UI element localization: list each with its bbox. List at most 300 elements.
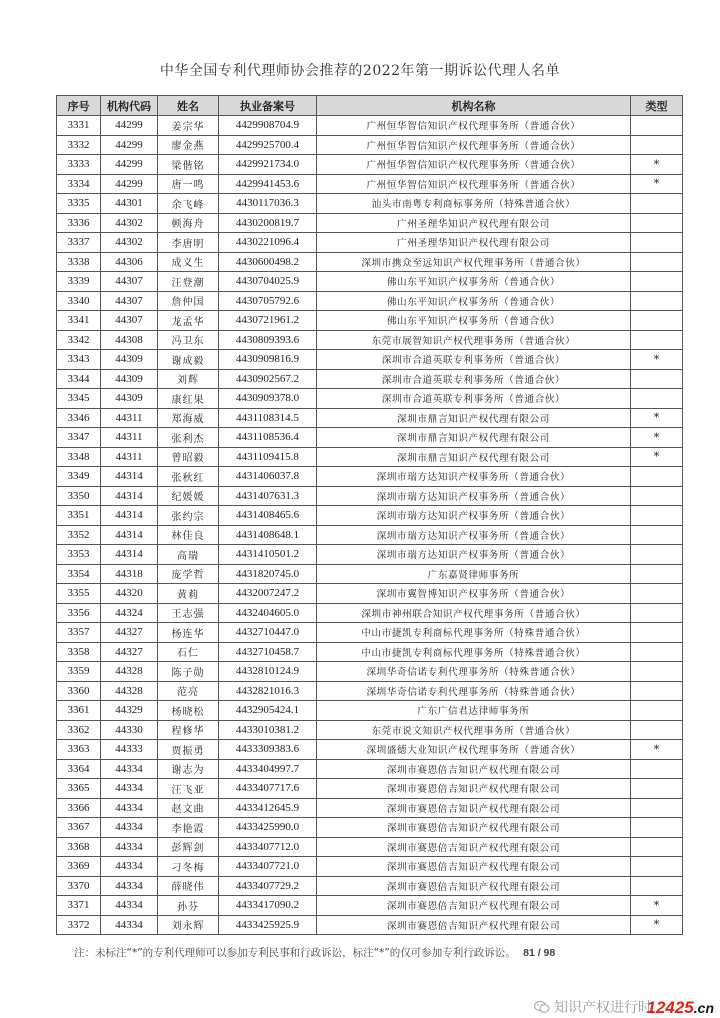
cell-type xyxy=(631,798,683,818)
cell-org-code: 44314 xyxy=(101,467,158,487)
cell-org-code: 44333 xyxy=(101,740,158,760)
cell-license-no: 4433412645.9 xyxy=(219,798,317,818)
cell-name: 刘永辉 xyxy=(158,915,219,935)
table-row xyxy=(57,545,683,565)
cell-org-code: 44328 xyxy=(101,662,158,682)
table-row xyxy=(57,369,683,389)
cell-license-no: 4429908704.9 xyxy=(219,116,317,136)
table-row xyxy=(57,350,683,370)
cell-org-code: 44314 xyxy=(101,486,158,506)
cell-seq: 3350 xyxy=(57,486,101,506)
cell-org-name: 深圳市赛恩倍吉知识产权代理有限公司 xyxy=(317,857,631,877)
cell-org-code: 44334 xyxy=(101,857,158,877)
table-row xyxy=(57,876,683,896)
cell-seq: 3339 xyxy=(57,272,101,292)
cell-name: 杨连华 xyxy=(158,623,219,643)
cell-seq: 3355 xyxy=(57,584,101,604)
cell-org-name: 中山市捷凯专利商标代理事务所（特殊普通合伙） xyxy=(317,642,631,662)
cell-type xyxy=(631,584,683,604)
cell-name: 谢成毅 xyxy=(158,350,219,370)
cell-name: 庞学哲 xyxy=(158,564,219,584)
cell-seq: 3371 xyxy=(57,896,101,916)
cell-org-name: 佛山东平知识产权事务所（普通合伙） xyxy=(317,272,631,292)
table-row xyxy=(57,779,683,799)
cell-license-no: 4433425925.9 xyxy=(219,915,317,935)
cell-org-name: 广州恒华智信知识产权代理事务所（普通合伙） xyxy=(317,155,631,175)
table-row xyxy=(57,213,683,233)
table-row xyxy=(57,603,683,623)
cell-name: 高瑞 xyxy=(158,545,219,565)
cell-name: 孙芬 xyxy=(158,896,219,916)
cell-name: 余飞峰 xyxy=(158,194,219,214)
cell-license-no: 4433407717.6 xyxy=(219,779,317,799)
cell-license-no: 4431109415.8 xyxy=(219,447,317,467)
cell-type xyxy=(631,213,683,233)
cell-license-no: 4433407712.0 xyxy=(219,837,317,857)
table-row xyxy=(57,428,683,448)
cell-org-code: 44299 xyxy=(101,116,158,136)
cell-org-code: 44309 xyxy=(101,350,158,370)
cell-seq: 3356 xyxy=(57,603,101,623)
cell-type xyxy=(631,194,683,214)
cell-type xyxy=(631,837,683,857)
cell-license-no: 4432007247.2 xyxy=(219,584,317,604)
cell-org-code: 44314 xyxy=(101,506,158,526)
cell-org-code: 44307 xyxy=(101,272,158,292)
cell-seq: 3345 xyxy=(57,389,101,409)
table-row xyxy=(57,272,683,292)
cell-org-code: 44334 xyxy=(101,915,158,935)
cell-name: 詹仲国 xyxy=(158,291,219,311)
cell-seq: 3359 xyxy=(57,662,101,682)
cell-type xyxy=(631,759,683,779)
cell-license-no: 4430809393.6 xyxy=(219,330,317,350)
cell-name: 李艳霞 xyxy=(158,818,219,838)
cell-org-name: 东莞市说文知识产权代理事务所（普通合伙） xyxy=(317,720,631,740)
cell-org-code: 44306 xyxy=(101,252,158,272)
cell-org-code: 44334 xyxy=(101,818,158,838)
table-row xyxy=(57,525,683,545)
cell-license-no: 4429941453.6 xyxy=(219,174,317,194)
cell-org-name: 广州恒华智信知识产权代理事务所（普通合伙） xyxy=(317,116,631,136)
table-row xyxy=(57,174,683,194)
cell-org-name: 深圳市赛恩倍吉知识产权代理有限公司 xyxy=(317,798,631,818)
cell-org-code: 44307 xyxy=(101,311,158,331)
cell-org-name: 中山市捷凯专利商标代理事务所（特殊普通合伙） xyxy=(317,623,631,643)
table-row xyxy=(57,642,683,662)
cell-org-name: 东莞市展智知识产权代理事务所（普通合伙） xyxy=(317,330,631,350)
table-row xyxy=(57,155,683,175)
cell-type xyxy=(631,623,683,643)
cell-type xyxy=(631,233,683,253)
cell-license-no: 4432710447.0 xyxy=(219,623,317,643)
cell-org-code: 44334 xyxy=(101,779,158,799)
cell-org-name: 深圳市鼎言知识产权代理有限公司 xyxy=(317,428,631,448)
cell-org-name: 深圳市瑞方达知识产权事务所（普通合伙） xyxy=(317,486,631,506)
cell-name: 贾振勇 xyxy=(158,740,219,760)
cell-org-name: 深圳市合道英联专利事务所（普通合伙） xyxy=(317,389,631,409)
table-row xyxy=(57,740,683,760)
cell-license-no: 4431410501.2 xyxy=(219,545,317,565)
cell-org-code: 44311 xyxy=(101,447,158,467)
cell-type xyxy=(631,720,683,740)
cell-seq: 3362 xyxy=(57,720,101,740)
cell-seq: 3342 xyxy=(57,330,101,350)
cell-org-code: 44311 xyxy=(101,428,158,448)
cell-org-name: 深圳市瑞方达知识产权事务所（普通合伙） xyxy=(317,545,631,565)
cell-license-no: 4430721961.2 xyxy=(219,311,317,331)
cell-type xyxy=(631,779,683,799)
cell-org-name: 广州恒华智信知识产权代理事务所（普通合伙） xyxy=(317,135,631,155)
cell-org-name: 深圳盛德大业知识产权代理事务所（普通合伙） xyxy=(317,740,631,760)
cell-type xyxy=(631,564,683,584)
cell-org-name: 深圳市合道英联专利事务所（普通合伙） xyxy=(317,350,631,370)
cell-seq: 3357 xyxy=(57,623,101,643)
header-org-name: 机构名称 xyxy=(317,96,631,116)
table-row xyxy=(57,330,683,350)
footnote xyxy=(74,945,674,960)
page-title: 中华全国专利代理师协会推荐的2022年第一期诉讼代理人名单 xyxy=(159,63,561,79)
cell-org-code: 44309 xyxy=(101,369,158,389)
cell-org-code: 44314 xyxy=(101,545,158,565)
cell-license-no: 4432821016.3 xyxy=(219,681,317,701)
cell-name: 康红果 xyxy=(158,389,219,409)
cell-name: 石仁 xyxy=(158,642,219,662)
cell-type xyxy=(631,818,683,838)
watermark-account xyxy=(534,998,652,1016)
cell-license-no: 4433407721.0 xyxy=(219,857,317,877)
table-row xyxy=(57,486,683,506)
cell-org-name: 深圳市赛恩倍吉知识产权代理有限公司 xyxy=(317,818,631,838)
cell-seq: 3364 xyxy=(57,759,101,779)
cell-org-code: 44334 xyxy=(101,876,158,896)
cell-type: * xyxy=(631,174,683,194)
table-row xyxy=(57,506,683,526)
cell-seq: 3349 xyxy=(57,467,101,487)
cell-name: 李唐明 xyxy=(158,233,219,253)
cell-org-name: 深圳市赛恩倍吉知识产权代理有限公司 xyxy=(317,779,631,799)
cell-org-code: 44308 xyxy=(101,330,158,350)
cell-type xyxy=(631,291,683,311)
cell-license-no: 4431406037.8 xyxy=(219,467,317,487)
cell-org-name: 深圳市赛恩倍吉知识产权代理有限公司 xyxy=(317,915,631,935)
cell-org-name: 广东广信君达律师事务所 xyxy=(317,701,631,721)
header-type: 类型 xyxy=(631,96,683,116)
cell-name: 范亮 xyxy=(158,681,219,701)
cell-seq: 3338 xyxy=(57,252,101,272)
cell-name: 杨晓松 xyxy=(158,701,219,721)
table-row xyxy=(57,116,683,136)
cell-org-code: 44299 xyxy=(101,155,158,175)
cell-license-no: 4431108536.4 xyxy=(219,428,317,448)
cell-org-code: 44330 xyxy=(101,720,158,740)
cell-type: * xyxy=(631,428,683,448)
cell-org-code: 44301 xyxy=(101,194,158,214)
cell-license-no: 4430705792.6 xyxy=(219,291,317,311)
table-row xyxy=(57,798,683,818)
header-org-code: 机构代码 xyxy=(101,96,158,116)
header-seq: 序号 xyxy=(57,96,101,116)
cell-license-no: 4429925700.4 xyxy=(219,135,317,155)
cell-seq: 3370 xyxy=(57,876,101,896)
cell-type xyxy=(631,311,683,331)
table-row xyxy=(57,837,683,857)
cell-seq: 3346 xyxy=(57,408,101,428)
cell-name: 纪媛媛 xyxy=(158,486,219,506)
cell-type: * xyxy=(631,740,683,760)
cell-type xyxy=(631,545,683,565)
cell-license-no: 4432404605.0 xyxy=(219,603,317,623)
table-row xyxy=(57,447,683,467)
cell-org-code: 44329 xyxy=(101,701,158,721)
wechat-icon xyxy=(534,1000,550,1014)
cell-name: 张利杰 xyxy=(158,428,219,448)
cell-name: 廖金燕 xyxy=(158,135,219,155)
cell-license-no: 4430902567.2 xyxy=(219,369,317,389)
cell-type: * xyxy=(631,915,683,935)
agent-table xyxy=(56,95,683,935)
cell-name: 成义生 xyxy=(158,252,219,272)
cell-type: * xyxy=(631,896,683,916)
cell-seq: 3347 xyxy=(57,428,101,448)
cell-seq: 3365 xyxy=(57,779,101,799)
cell-org-code: 44334 xyxy=(101,798,158,818)
cell-name: 谢志为 xyxy=(158,759,219,779)
cell-seq: 3331 xyxy=(57,116,101,136)
cell-org-name: 广东嘉贤律师事务所 xyxy=(317,564,631,584)
cell-seq: 3333 xyxy=(57,155,101,175)
cell-org-name: 深圳市赛恩倍吉知识产权代理有限公司 xyxy=(317,837,631,857)
table-row xyxy=(57,135,683,155)
cell-name: 黄莉 xyxy=(158,584,219,604)
cell-type xyxy=(631,701,683,721)
cell-org-code: 44314 xyxy=(101,525,158,545)
table-row xyxy=(57,915,683,935)
cell-license-no: 4433010381.2 xyxy=(219,720,317,740)
table-row xyxy=(57,194,683,214)
cell-type xyxy=(631,642,683,662)
cell-name: 姜宗华 xyxy=(158,116,219,136)
cell-name: 郑海威 xyxy=(158,408,219,428)
table-row xyxy=(57,720,683,740)
cell-name: 曾昭毅 xyxy=(158,447,219,467)
cell-name: 王志强 xyxy=(158,603,219,623)
cell-org-name: 佛山东平知识产权事务所（普通合伙） xyxy=(317,311,631,331)
table-row xyxy=(57,857,683,877)
cell-type xyxy=(631,525,683,545)
cell-org-name: 佛山东平知识产权事务所（普通合伙） xyxy=(317,291,631,311)
cell-org-name: 深圳市瑞方达知识产权事务所（普通合伙） xyxy=(317,525,631,545)
cell-license-no: 4430200819.7 xyxy=(219,213,317,233)
cell-org-name: 深圳市神州联合知识产权代理事务所（普通合伙） xyxy=(317,603,631,623)
cell-license-no: 4432710458.7 xyxy=(219,642,317,662)
table-row xyxy=(57,759,683,779)
cell-org-code: 44334 xyxy=(101,896,158,916)
header-name: 姓名 xyxy=(158,96,219,116)
cell-type xyxy=(631,486,683,506)
cell-seq: 3348 xyxy=(57,447,101,467)
cell-org-name: 深圳市赛恩倍吉知识产权代理有限公司 xyxy=(317,896,631,916)
cell-org-code: 44307 xyxy=(101,291,158,311)
table-row xyxy=(57,701,683,721)
cell-org-code: 44302 xyxy=(101,233,158,253)
cell-name: 程修华 xyxy=(158,720,219,740)
cell-name: 汪飞亚 xyxy=(158,779,219,799)
table-row xyxy=(57,408,683,428)
cell-seq: 3372 xyxy=(57,915,101,935)
table-row xyxy=(57,467,683,487)
cell-org-code: 44334 xyxy=(101,759,158,779)
header-license-no: 执业备案号 xyxy=(219,96,317,116)
table-row xyxy=(57,291,683,311)
cell-type: * xyxy=(631,350,683,370)
cell-seq: 3366 xyxy=(57,798,101,818)
cell-type xyxy=(631,116,683,136)
cell-name: 龙孟华 xyxy=(158,311,219,331)
cell-license-no: 4431820745.0 xyxy=(219,564,317,584)
cell-org-code: 44309 xyxy=(101,389,158,409)
cell-name: 陈子勋 xyxy=(158,662,219,682)
cell-license-no: 4433309383.6 xyxy=(219,740,317,760)
table-row xyxy=(57,252,683,272)
cell-license-no: 4430117036.3 xyxy=(219,194,317,214)
cell-type xyxy=(631,135,683,155)
cell-name: 顿海舟 xyxy=(158,213,219,233)
table-row xyxy=(57,623,683,643)
cell-name: 刘辉 xyxy=(158,369,219,389)
cell-license-no: 4430909816.9 xyxy=(219,350,317,370)
cell-name: 梁偕铭 xyxy=(158,155,219,175)
cell-license-no: 4432810124.9 xyxy=(219,662,317,682)
table-row xyxy=(57,389,683,409)
cell-seq: 3354 xyxy=(57,564,101,584)
table-row xyxy=(57,584,683,604)
cell-org-code: 44327 xyxy=(101,642,158,662)
cell-type: * xyxy=(631,155,683,175)
cell-type xyxy=(631,369,683,389)
agent-table-container xyxy=(56,95,682,935)
cell-type: * xyxy=(631,408,683,428)
cell-org-name: 深圳华奇信诺专利代理事务所（特殊普通合伙） xyxy=(317,681,631,701)
watermark-site-suffix: .cn xyxy=(693,1000,714,1016)
cell-seq: 3337 xyxy=(57,233,101,253)
table-row xyxy=(57,233,683,253)
cell-seq: 3344 xyxy=(57,369,101,389)
watermark-text: 知识产权进行时 xyxy=(554,1000,652,1016)
cell-org-name: 汕头市南粤专利商标事务所（特殊普通合伙） xyxy=(317,194,631,214)
table-row xyxy=(57,818,683,838)
cell-org-name: 深圳市瑞方达知识产权事务所（普通合伙） xyxy=(317,467,631,487)
cell-org-name: 深圳市翼智博知识产权事务所（普通合伙） xyxy=(317,584,631,604)
cell-seq: 3336 xyxy=(57,213,101,233)
cell-seq: 3352 xyxy=(57,525,101,545)
table-row xyxy=(57,681,683,701)
cell-license-no: 4433417090.2 xyxy=(219,896,317,916)
cell-seq: 3360 xyxy=(57,681,101,701)
cell-org-name: 广州圣理华知识产权代理有限公司 xyxy=(317,213,631,233)
cell-seq: 3341 xyxy=(57,311,101,331)
cell-name: 冯卫东 xyxy=(158,330,219,350)
cell-org-name: 广州圣理华知识产权代理有限公司 xyxy=(317,233,631,253)
cell-name: 汪登潮 xyxy=(158,272,219,292)
cell-seq: 3367 xyxy=(57,818,101,838)
table-row xyxy=(57,896,683,916)
cell-seq: 3353 xyxy=(57,545,101,565)
cell-license-no: 4431108314.5 xyxy=(219,408,317,428)
cell-seq: 3358 xyxy=(57,642,101,662)
cell-org-name: 深圳华奇信诺专利代理事务所（特殊普通合伙） xyxy=(317,662,631,682)
cell-type xyxy=(631,506,683,526)
cell-org-code: 44320 xyxy=(101,584,158,604)
cell-org-name: 深圳市赛恩倍吉知识产权代理有限公司 xyxy=(317,759,631,779)
cell-org-code: 44302 xyxy=(101,213,158,233)
footnote-text: 注：未标注“*”的专利代理师可以参加专利民事和行政诉讼，标注“*”的仅可参加专利行政诉讼。 xyxy=(74,947,516,959)
cell-license-no: 4430600498.2 xyxy=(219,252,317,272)
cell-org-name: 广州恒华智信知识产权代理事务所（普通合伙） xyxy=(317,174,631,194)
cell-org-code: 44324 xyxy=(101,603,158,623)
cell-license-no: 4430704025.9 xyxy=(219,272,317,292)
cell-name: 唐一鸣 xyxy=(158,174,219,194)
cell-type xyxy=(631,389,683,409)
cell-org-name: 深圳市合道英联专利事务所（普通合伙） xyxy=(317,369,631,389)
cell-license-no: 4431407631.3 xyxy=(219,486,317,506)
cell-org-code: 44327 xyxy=(101,623,158,643)
cell-type xyxy=(631,662,683,682)
cell-license-no: 4430909378.0 xyxy=(219,389,317,409)
cell-type xyxy=(631,467,683,487)
cell-org-code: 44299 xyxy=(101,135,158,155)
cell-seq: 3335 xyxy=(57,194,101,214)
cell-name: 刁冬梅 xyxy=(158,857,219,877)
cell-type xyxy=(631,876,683,896)
cell-license-no: 4432905424.1 xyxy=(219,701,317,721)
cell-type xyxy=(631,252,683,272)
cell-type: * xyxy=(631,447,683,467)
cell-name: 彭辉剑 xyxy=(158,837,219,857)
cell-org-name: 深圳市鼎言知识产权代理有限公司 xyxy=(317,447,631,467)
cell-license-no: 4431408648.1 xyxy=(219,525,317,545)
table-body xyxy=(57,116,683,935)
cell-seq: 3361 xyxy=(57,701,101,721)
cell-seq: 3332 xyxy=(57,135,101,155)
cell-type xyxy=(631,272,683,292)
table-row xyxy=(57,662,683,682)
cell-license-no: 4430221096.4 xyxy=(219,233,317,253)
cell-type xyxy=(631,681,683,701)
cell-license-no: 4431408465.6 xyxy=(219,506,317,526)
cell-seq: 3343 xyxy=(57,350,101,370)
watermark-site-number: 12425 xyxy=(646,998,694,1017)
cell-type xyxy=(631,603,683,623)
table-header-row xyxy=(57,96,683,116)
cell-seq: 3340 xyxy=(57,291,101,311)
cell-seq: 3369 xyxy=(57,857,101,877)
cell-org-code: 44328 xyxy=(101,681,158,701)
cell-seq: 3363 xyxy=(57,740,101,760)
cell-org-name: 深圳市赛恩倍吉知识产权代理有限公司 xyxy=(317,876,631,896)
cell-license-no: 4433404997.7 xyxy=(219,759,317,779)
page-indicator: 81 / 98 xyxy=(523,947,556,959)
cell-org-name: 深圳市鼎言知识产权代理有限公司 xyxy=(317,408,631,428)
cell-seq: 3334 xyxy=(57,174,101,194)
table-row xyxy=(57,564,683,584)
cell-org-code: 44311 xyxy=(101,408,158,428)
cell-type xyxy=(631,330,683,350)
cell-name: 张约宗 xyxy=(158,506,219,526)
cell-org-name: 深圳市瑞方达知识产权事务所（普通合伙） xyxy=(317,506,631,526)
cell-type xyxy=(631,857,683,877)
cell-org-code: 44299 xyxy=(101,174,158,194)
